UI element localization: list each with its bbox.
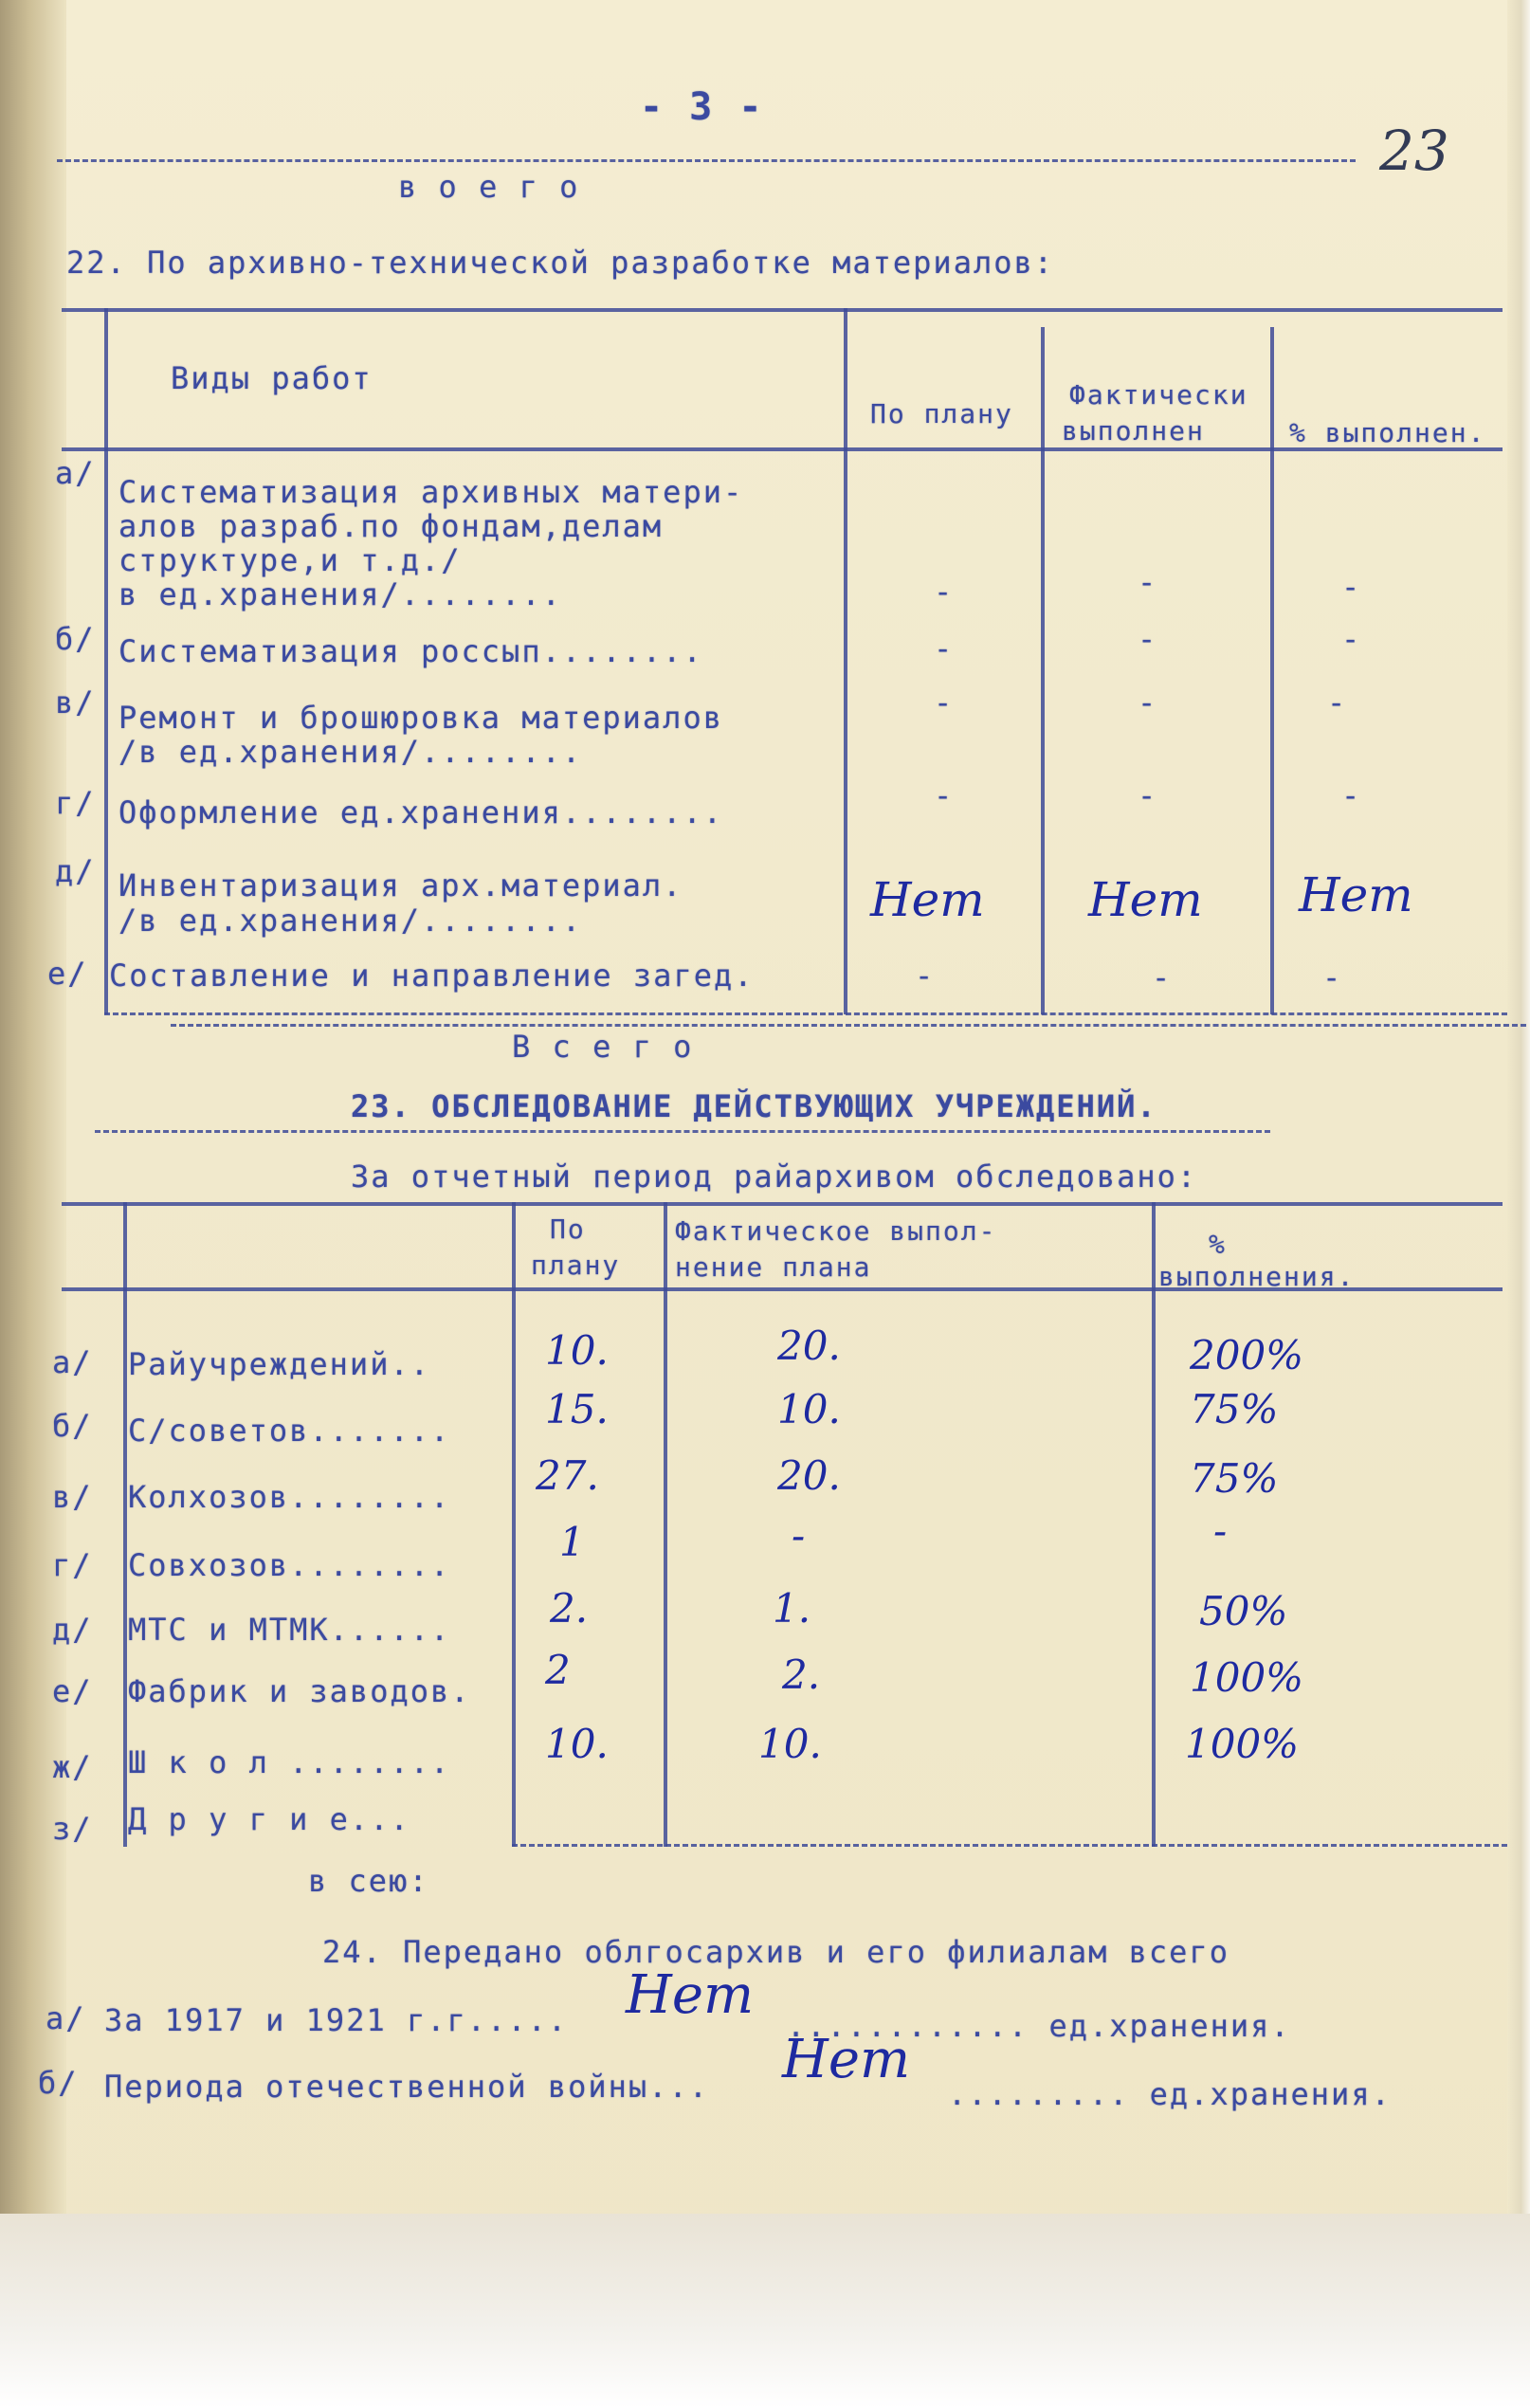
s22-bottom-rule: [104, 1012, 1507, 1015]
s23-row-plan: 15.: [545, 1386, 609, 1432]
s23-row-mark: е/: [52, 1673, 93, 1709]
s22-row-text: Систематизация архивных матери-: [118, 474, 744, 510]
s23-col-plan-1: По: [550, 1213, 586, 1245]
s22-row-text: Оформление ед.хранения........: [118, 794, 723, 830]
s24-b-value-handwritten: Нет: [782, 2029, 911, 2090]
s23-row-plan: 2: [545, 1647, 571, 1693]
s22-row-plan: -: [934, 777, 955, 813]
section22-title: 22. По архивно-технической разработке материалов:: [66, 245, 1055, 281]
s22-row-pct: -: [1341, 569, 1362, 605]
s23-row-plan: 2.: [550, 1585, 589, 1632]
s22-row-actual: -: [1138, 564, 1158, 600]
s23-vline-pct: [1152, 1202, 1156, 1847]
s22-row-text: в ед.хранения/........: [118, 576, 562, 612]
s23-row-name: Колхозов........: [128, 1479, 451, 1515]
header-dash-line: [57, 159, 1356, 162]
s23-col-pct-2: выполнения.: [1158, 1261, 1356, 1292]
s23-row-name: Д р у г и е...: [128, 1801, 410, 1837]
s23-row-actual: 20.: [777, 1323, 841, 1369]
s22-col-actual-2: выполнен: [1062, 415, 1205, 447]
s24-a-text: За 1917 и 1921 г.г.....: [104, 2002, 569, 2038]
s23-vline-plan: [512, 1202, 516, 1847]
s22-row-mark: г/: [55, 785, 96, 821]
s22-row-actual: -: [1138, 684, 1158, 721]
s22-row-mark: в/: [55, 684, 96, 721]
s23-row-pct: 100%: [1185, 1721, 1300, 1767]
s22-row-pct: -: [1322, 959, 1343, 995]
s23-row-plan: 10.: [545, 1721, 609, 1767]
s23-row-mark: б/: [52, 1408, 93, 1444]
s23-row-pct: 75%: [1190, 1386, 1279, 1432]
s23-row-name: Совхозов........: [128, 1547, 451, 1583]
s23-col-pct-1: %: [1209, 1229, 1227, 1260]
s24-a-tail: ............ ед.хранения.: [787, 2008, 1291, 2044]
section23-subtitle: За отчетный период райархивом обследовано:: [351, 1158, 1198, 1195]
s23-row-mark: в/: [52, 1479, 93, 1515]
s22-vline-left: [104, 308, 108, 1014]
s22-row-pct: -: [1327, 684, 1348, 721]
s22-col-pct: % выполнен.: [1289, 417, 1486, 448]
s22-vline-pct: [1270, 327, 1274, 1014]
s23-row-pct: 75%: [1190, 1455, 1279, 1502]
s23-row-actual: 10.: [777, 1386, 841, 1432]
s23-row-name: Фабрик и заводов.: [128, 1673, 471, 1709]
s22-row-mark: б/: [55, 621, 96, 657]
sheet-number: 23: [1379, 119, 1449, 183]
s22-vline-plan: [844, 308, 847, 1014]
binding-spine: [0, 0, 66, 2408]
s23-row-mark: з/: [52, 1811, 93, 1847]
s23-row-plan: 27.: [536, 1452, 599, 1499]
s22-row-actual: -: [1152, 959, 1173, 995]
separator-label-3: в сею:: [308, 1863, 429, 1899]
s22-header-rule: [62, 447, 1503, 451]
s22-row-mark: а/: [55, 455, 96, 491]
s24-a-mark: а/: [46, 2000, 86, 2036]
s22-row-text: /в ед.хранения/........: [118, 734, 583, 770]
s23-row-mark: а/: [52, 1344, 93, 1380]
s24-b-text: Периода отечественной войны...: [104, 2069, 709, 2105]
s22-row-text: Инвентаризация арх.материал.: [118, 867, 683, 903]
s23-row-actual: 2.: [782, 1651, 821, 1698]
s23-row-actual: -: [792, 1512, 806, 1559]
s23-row-plan: 1: [559, 1519, 585, 1565]
s22-row-actual: -: [1138, 777, 1158, 813]
s23-vline-left: [123, 1202, 127, 1847]
s22-row-text: структуре,и т.д./: [118, 542, 462, 578]
s23-top-rule: [62, 1202, 1503, 1206]
s23-row-name: Райучреждений..: [128, 1346, 430, 1382]
s22-row-actual: -: [1138, 621, 1158, 657]
s22-row-plan: -: [934, 574, 955, 610]
s22-row-plan: -: [934, 630, 955, 666]
s22-row-pct-handwritten: Нет: [1299, 867, 1413, 922]
s23-row-actual: 20.: [777, 1452, 841, 1499]
s22-row-pct: -: [1341, 621, 1362, 657]
separator-label-2: В с е г о: [512, 1029, 694, 1065]
s22-row-mark: е/: [47, 956, 88, 992]
s22-row-plan: -: [915, 958, 936, 994]
s23-row-pct: 100%: [1190, 1654, 1304, 1701]
paper-bottom-edge: [0, 2214, 1530, 2408]
s22-row-actual-handwritten: Нет: [1088, 872, 1203, 927]
s23-row-actual: 1.: [773, 1585, 811, 1632]
s22-col-plan: По плану: [870, 398, 1013, 429]
s22-row-plan: -: [934, 684, 955, 721]
page-number: - 3 -: [640, 85, 764, 129]
s23-row-name: Ш к о л ........: [128, 1744, 451, 1780]
s23-row-plan: 10.: [545, 1327, 609, 1374]
s22-row-text: /в ед.хранения/........: [118, 903, 583, 939]
s22-row-text: Систематизация россып........: [118, 633, 703, 669]
separator-label-1: в о е г о: [398, 169, 580, 205]
s23-col-actual-2: нение плана: [675, 1251, 872, 1283]
s23-col-actual-1: Фактическое выпол-: [675, 1215, 997, 1247]
s23-row-name: МТС и МТМК......: [128, 1612, 451, 1648]
s23-row-pct: 200%: [1190, 1332, 1304, 1378]
s22-row-mark: д/: [55, 853, 96, 889]
s22-row-text: алов разраб.по фондам,делам: [118, 508, 664, 544]
s22-row-pct: -: [1341, 777, 1362, 813]
s23-dot-line: [95, 1130, 1270, 1133]
s23-bottom-rule: [512, 1844, 1507, 1847]
s22-row-plan-handwritten: Нет: [870, 872, 985, 927]
section23-title: 23. ОБСЛЕДОВАНИЕ ДЕЙСТВУЮЩИХ УЧРЕЖДЕНИЙ.: [351, 1088, 1157, 1124]
section-dash-line: [171, 1024, 1526, 1027]
s22-vline-actual: [1041, 327, 1045, 1014]
s23-vline-actual: [664, 1202, 667, 1847]
s23-row-mark: д/: [52, 1612, 93, 1648]
s22-col-works: Виды работ: [171, 360, 373, 396]
s23-row-pct: 50%: [1199, 1588, 1288, 1634]
s23-row-mark: ж/: [52, 1749, 93, 1785]
s22-col-actual-1: Фактически: [1069, 379, 1248, 410]
paper-right-edge: [1507, 0, 1530, 2408]
s23-col-plan-2: плану: [531, 1250, 621, 1281]
s22-row-text: Составление и направление загед.: [109, 958, 755, 994]
s22-top-rule: [62, 308, 1503, 312]
s23-row-actual: 10.: [758, 1721, 822, 1767]
s23-row-mark: г/: [52, 1547, 93, 1583]
s24-b-tail: ......... ед.хранения.: [948, 2076, 1392, 2112]
section24-title: 24. Передано облгосархив и его филиалам всего: [322, 1934, 1229, 1970]
s24-b-mark: б/: [38, 2065, 79, 2101]
s22-row-text: Ремонт и брошюровка материалов: [118, 700, 723, 736]
s24-a-value-handwritten: Нет: [626, 1964, 755, 2026]
s23-row-name: С/советов.......: [128, 1413, 451, 1449]
s23-row-pct: -: [1213, 1507, 1228, 1554]
